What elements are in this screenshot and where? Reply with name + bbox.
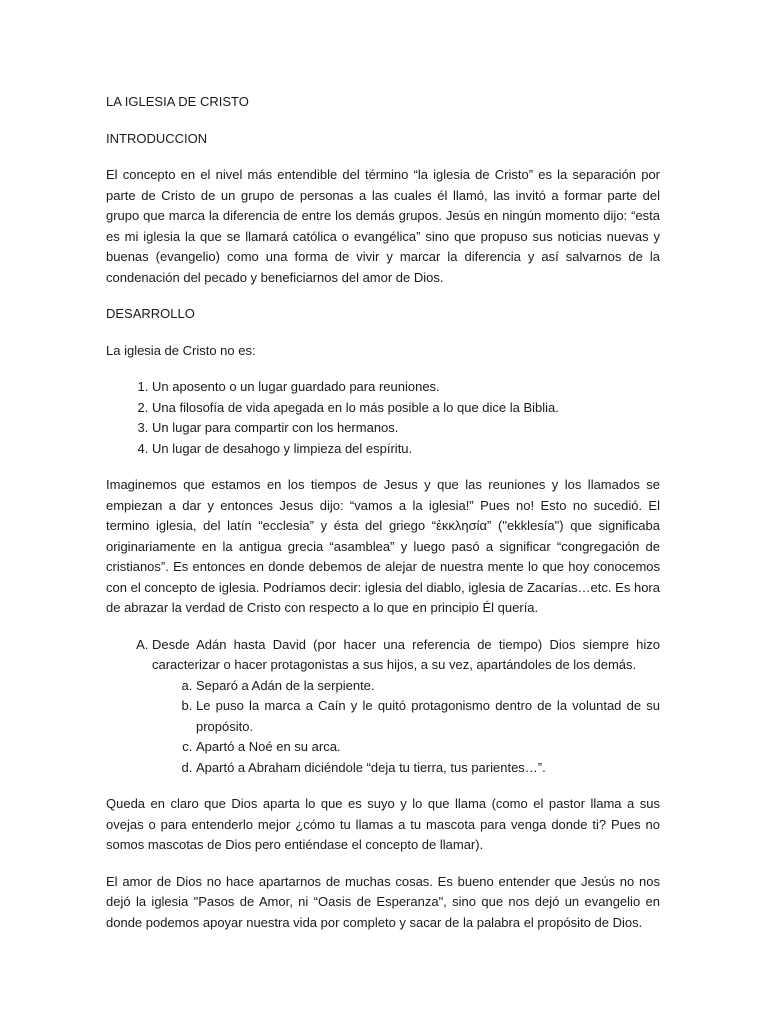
- list-item: a. Separó a Adán de la serpiente.: [196, 676, 660, 697]
- document-page: [106, 92, 660, 949]
- list-item: 3. Un lugar para compartir con los hermanos.: [152, 418, 660, 439]
- paragraph-queda: Queda en claro que Dios aparta lo que es suyo y lo que llama (como el pastor llama a sus ovejas o para entenderlo mejor ¿cómo tu llamas a tu mascota para venga donde ti? Pues no somos mascotas de Dios pero entiéndase el concepto de llamar).: [106, 796, 660, 852]
- paragraph-imagine: Imaginemos que estamos en los tiempos de Jesus y que las reuniones y los llamados se empiezan a dar y entonces Jesus dijo: “vamos a la iglesia!” Pues no! Esto no sucedió. El termino iglesia, del latín “ecclesia” y ésta del griego “ἐκκλησία” ("ekklesía") que significaba originariamente en la antigua grecia “asamblea” y luego pasó a significar “congregación de cristianos”. Es entonces en donde debemos de alejar de nuestra mente lo que hoy conocemos con el concepto de iglesia. Podríamos decir: iglesia del diablo, iglesia de Zacarías…etc. Es hora de abrazar la verdad de Cristo con respecto a lo que en principio Él quería.: [106, 477, 660, 615]
- not-list: [106, 377, 660, 459]
- list-intro: La iglesia de Cristo no es:: [106, 342, 256, 358]
- paragraph-amor: El amor de Dios no hace apartarnos de muchas cosas. Es bueno entender que Jesús no nos dejó la iglesia "Pasos de Amor, ni “Oasis de Esperanza", sino que nos dejó un evangelio en donde podemos apoyar nuestra vida por completo y sacar de la palabra el propósito de Dios.: [106, 873, 660, 930]
- development-heading: DESARROLLO: [106, 306, 195, 321]
- intro-paragraph: El concepto en el nivel más entendible del término “la iglesia de Cristo” es la separación por parte de Cristo de un grupo de personas a las cuales él llamó, las invitó a formar parte del grupo que marca la diferencia de entre los demás grupos. Jesús en ningún momento dijo: “esta es mi iglesia la que se llamará católica o evangélica” sino que propuso sus noticias nuevas y buenas (evangelio) como una forma de vivir y marcar la diferencia y así salvarnos de la condenación del pecado y beneficiarnos del amor de Dios.: [106, 167, 660, 285]
- point-list: [106, 635, 660, 779]
- point-a-text: A. Desde Adán hasta David (por hacer una referencia de tiempo) Dios siempre hizo caracterizar o hacer protagonistas a sus hijos, a su vez, apartándoles de los demás.: [152, 636, 660, 672]
- intro-heading: INTRODUCCION: [106, 130, 208, 146]
- list-item: d. Apartó a Abraham diciéndole “deja tu tierra, tus parientes…”.: [196, 758, 660, 779]
- list-item: 4. Un lugar de desahogo y limpieza del espíritu.: [152, 439, 660, 460]
- list-item: 1. Un aposento o un lugar guardado para reuniones.: [152, 377, 660, 398]
- document-title: LA IGLESIA DE CRISTO: [106, 94, 249, 109]
- list-item: b. Le puso la marca a Caín y le quitó protagonismo dentro de la voluntad de su propósito.: [196, 696, 660, 737]
- list-item: 2. Una filosofía de vida apegada en lo más posible a lo que dice la Biblia.: [152, 398, 660, 419]
- point-a-sublist: [152, 676, 660, 779]
- point-a: [152, 635, 660, 779]
- list-item: c. Apartó a Noé en su arca.: [196, 737, 660, 758]
